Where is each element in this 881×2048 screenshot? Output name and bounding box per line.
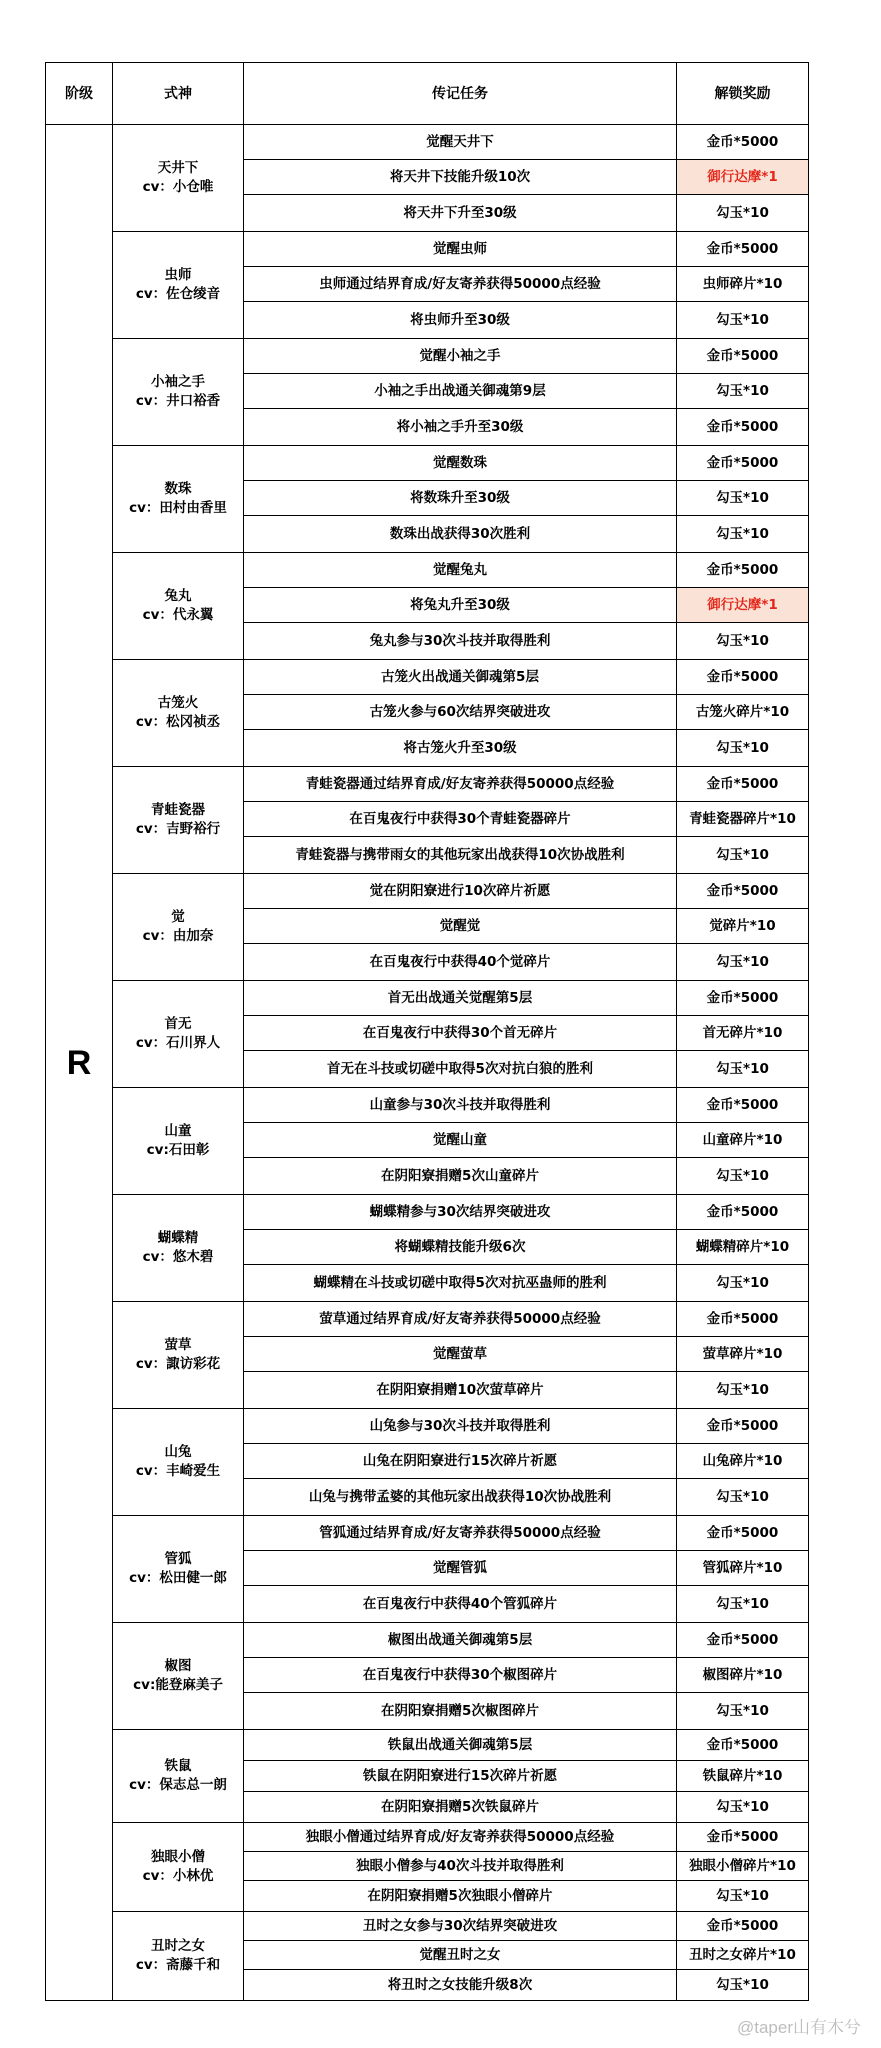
voice-actor: cv：井口裕香 [135,393,221,409]
reward-cell: 觉碎片*10 [677,909,809,944]
shikigami-cell [113,1088,244,1195]
shikigami-name: 管狐 [164,1551,192,1567]
table-row [46,1912,809,1941]
reward-cell: 山童碎片*10 [677,1123,809,1158]
shikigami-name: 古笼火 [157,695,199,711]
reward-cell: 金币*5000 [677,339,809,374]
shikigami-name: 首无 [164,1016,192,1032]
voice-actor: cv：松冈祯丞 [135,714,221,730]
header-shikigami: 式神 [113,63,244,125]
task-cell: 独眼小僧参与40次斗技并取得胜利 [244,1852,677,1881]
reward-cell-highlight: 御行达摩*1 [677,160,809,195]
task-cell: 将兔丸升至30级 [244,588,677,623]
task-cell: 椒图出战通关御魂第5层 [244,1623,677,1658]
reward-cell: 金币*5000 [677,232,809,267]
table-row [46,1823,809,1852]
reward-cell: 勾玉*10 [677,195,809,232]
reward-cell: 古笼火碎片*10 [677,695,809,730]
shikigami-cell [113,1302,244,1409]
table-row [46,339,809,374]
task-cell: 铁鼠在阴阳寮进行15次碎片祈愿 [244,1761,677,1792]
reward-cell: 金币*5000 [677,125,809,160]
shikigami-name: 丑时之女 [151,1938,205,1954]
table-row [46,1195,809,1230]
shikigami-name: 小袖之手 [151,374,205,390]
table-row [46,553,809,588]
task-cell: 在阴阳寮捐赠5次山童碎片 [244,1158,677,1195]
reward-cell: 金币*5000 [677,1409,809,1444]
task-cell: 在阴阳寮捐赠5次铁鼠碎片 [244,1792,677,1823]
reward-cell: 勾玉*10 [677,1881,809,1912]
task-cell: 觉醒虫师 [244,232,677,267]
task-cell: 山兔在阴阳寮进行15次碎片祈愿 [244,1444,677,1479]
reward-cell: 勾玉*10 [677,1158,809,1195]
task-cell: 觉醒数珠 [244,446,677,481]
reward-cell: 勾玉*10 [677,623,809,660]
reward-cell: 勾玉*10 [677,1265,809,1302]
task-cell: 数珠出战获得30次胜利 [244,516,677,553]
reward-cell: 金币*5000 [677,1195,809,1230]
voice-actor: cv：吉野裕行 [135,821,221,837]
reward-cell: 金币*5000 [677,1730,809,1761]
voice-actor: cv：保志总一朗 [129,1777,227,1793]
shikigami-name: 萤草 [164,1337,192,1353]
shikigami-name: 山兔 [164,1444,192,1460]
reward-cell: 勾玉*10 [677,516,809,553]
shikigami-cell [113,1823,244,1912]
voice-actor: cv:能登麻美子 [133,1677,223,1693]
shikigami-cell [113,1730,244,1823]
reward-cell: 金币*5000 [677,1088,809,1123]
voice-actor: cv：丰崎爱生 [135,1463,221,1479]
header-grade: 阶级 [46,63,113,125]
shikigami-cell [113,660,244,767]
table-row [46,1516,809,1551]
shikigami-cell [113,125,244,232]
reward-cell: 蝴蝶精碎片*10 [677,1230,809,1265]
task-cell: 在阴阳寮捐赠5次椒图碎片 [244,1693,677,1730]
reward-cell: 勾玉*10 [677,481,809,516]
table-row [46,767,809,802]
voice-actor: cv：諏访彩花 [135,1356,221,1372]
table-row [46,1623,809,1658]
task-cell: 蝴蝶精参与30次结界突破进攻 [244,1195,677,1230]
shikigami-name: 兔丸 [164,588,192,604]
task-cell: 将丑时之女技能升级8次 [244,1970,677,2001]
reward-cell: 金币*5000 [677,660,809,695]
reward-cell: 丑时之女碎片*10 [677,1941,809,1970]
task-cell: 觉醒兔丸 [244,553,677,588]
table-header [46,63,809,125]
reward-cell: 勾玉*10 [677,730,809,767]
task-cell: 丑时之女参与30次结界突破进攻 [244,1912,677,1941]
shikigami-name: 山童 [164,1123,192,1139]
voice-actor: cv：佐仓绫音 [135,286,221,302]
task-cell: 山兔参与30次斗技并取得胜利 [244,1409,677,1444]
table-row [46,874,809,909]
task-cell: 青蛙瓷器与携带雨女的其他玩家出战获得10次协战胜利 [244,837,677,874]
task-cell: 独眼小僧通过结界育成/好友寄养获得50000点经验 [244,1823,677,1852]
task-cell: 山兔与携带孟婆的其他玩家出战获得10次协战胜利 [244,1479,677,1516]
task-cell: 觉醒小袖之手 [244,339,677,374]
task-cell: 在百鬼夜行中获得40个觉碎片 [244,944,677,981]
voice-actor: cv:石田彰 [146,1142,210,1158]
task-cell: 兔丸参与30次斗技并取得胜利 [244,623,677,660]
reward-cell: 铁鼠碎片*10 [677,1761,809,1792]
voice-actor: cv：田村由香里 [129,500,227,516]
task-cell: 觉醒觉 [244,909,677,944]
reward-cell: 勾玉*10 [677,1693,809,1730]
voice-actor: cv：小林优 [142,1868,214,1884]
reward-cell: 勾玉*10 [677,1372,809,1409]
task-cell: 在阴阳寮捐赠5次独眼小僧碎片 [244,1881,677,1912]
task-cell: 首无在斗技或切磋中取得5次对抗白狼的胜利 [244,1051,677,1088]
voice-actor: cv：松田健一郎 [129,1570,227,1586]
voice-actor: cv：悠木碧 [142,1249,214,1265]
shikigami-name: 觉 [171,909,185,925]
table-row [46,1302,809,1337]
shikigami-name: 蝴蝶精 [157,1230,199,1246]
task-cell: 将蝴蝶精技能升级6次 [244,1230,677,1265]
reward-cell: 金币*5000 [677,874,809,909]
biography-task-table [45,62,809,2001]
task-cell: 小袖之手出战通关御魂第9层 [244,374,677,409]
reward-cell: 勾玉*10 [677,837,809,874]
reward-cell: 金币*5000 [677,553,809,588]
task-cell: 觉醒丑时之女 [244,1941,677,1970]
reward-cell: 萤草碎片*10 [677,1337,809,1372]
table-row [46,1730,809,1761]
header-reward: 解锁奖励 [677,63,809,125]
shikigami-name: 独眼小僧 [151,1849,205,1865]
task-cell: 觉在阴阳寮进行10次碎片祈愿 [244,874,677,909]
task-cell: 将古笼火升至30级 [244,730,677,767]
reward-cell: 山兔碎片*10 [677,1444,809,1479]
shikigami-cell [113,1195,244,1302]
task-cell: 古笼火参与60次结界突破进攻 [244,695,677,730]
shikigami-cell [113,1623,244,1730]
table-row [46,1088,809,1123]
task-cell: 萤草通过结界育成/好友寄养获得50000点经验 [244,1302,677,1337]
reward-cell: 金币*5000 [677,409,809,446]
voice-actor: cv：代永翼 [142,607,214,623]
task-cell: 将天井下升至30级 [244,195,677,232]
task-cell: 管狐通过结界育成/好友寄养获得50000点经验 [244,1516,677,1551]
shikigami-name: 椒图 [164,1658,192,1674]
reward-cell: 金币*5000 [677,1912,809,1941]
task-cell: 将数珠升至30级 [244,481,677,516]
reward-cell: 虫师碎片*10 [677,267,809,302]
task-cell: 首无出战通关觉醒第5层 [244,981,677,1016]
shikigami-cell [113,874,244,981]
shikigami-cell [113,339,244,446]
task-cell: 铁鼠出战通关御魂第5层 [244,1730,677,1761]
shikigami-cell [113,1409,244,1516]
reward-cell: 勾玉*10 [677,1051,809,1088]
reward-cell: 管狐碎片*10 [677,1551,809,1586]
table-row [46,981,809,1016]
watermark: @taper山有木兮 [736,2018,861,2037]
reward-cell-highlight: 御行达摩*1 [677,588,809,623]
voice-actor: cv：石川界人 [135,1035,221,1051]
task-cell: 将虫师升至30级 [244,302,677,339]
task-cell: 在阴阳寮捐赠10次萤草碎片 [244,1372,677,1409]
task-cell: 山童参与30次斗技并取得胜利 [244,1088,677,1123]
task-cell: 在百鬼夜行中获得30个首无碎片 [244,1016,677,1051]
task-cell: 在百鬼夜行中获得30个椒图碎片 [244,1658,677,1693]
table-row [46,125,809,160]
task-cell: 觉醒管狐 [244,1551,677,1586]
table-row [46,1409,809,1444]
voice-actor: cv：小仓唯 [142,179,214,195]
shikigami-name: 虫师 [164,267,192,283]
table-row [46,446,809,481]
reward-cell: 金币*5000 [677,767,809,802]
reward-cell: 金币*5000 [677,446,809,481]
task-cell: 将天井下技能升级10次 [244,160,677,195]
reward-cell: 勾玉*10 [677,1479,809,1516]
voice-actor: cv：由加奈 [142,928,214,944]
task-cell: 蝴蝶精在斗技或切磋中取得5次对抗巫蛊师的胜利 [244,1265,677,1302]
task-cell: 将小袖之手升至30级 [244,409,677,446]
reward-cell: 椒图碎片*10 [677,1658,809,1693]
table-row [46,660,809,695]
grade-cell: R [46,125,113,2001]
shikigami-cell [113,446,244,553]
task-cell: 古笼火出战通关御魂第5层 [244,660,677,695]
table-body [46,125,809,2001]
shikigami-name: 数珠 [164,481,192,497]
shikigami-cell [113,767,244,874]
task-cell: 觉醒萤草 [244,1337,677,1372]
task-cell: 青蛙瓷器通过结界育成/好友寄养获得50000点经验 [244,767,677,802]
reward-cell: 勾玉*10 [677,1792,809,1823]
shikigami-name: 天井下 [157,160,199,176]
shikigami-cell [113,553,244,660]
shikigami-name: 铁鼠 [164,1758,192,1774]
reward-cell: 金币*5000 [677,1623,809,1658]
task-cell: 在百鬼夜行中获得30个青蛙瓷器碎片 [244,802,677,837]
header-task: 传记任务 [244,63,677,125]
shikigami-cell [113,1912,244,2001]
task-cell: 在百鬼夜行中获得40个管狐碎片 [244,1586,677,1623]
reward-cell: 勾玉*10 [677,1970,809,2001]
reward-cell: 首无碎片*10 [677,1016,809,1051]
reward-cell: 勾玉*10 [677,302,809,339]
reward-cell: 金币*5000 [677,1823,809,1852]
task-cell: 觉醒山童 [244,1123,677,1158]
shikigami-cell [113,981,244,1088]
reward-cell: 勾玉*10 [677,1586,809,1623]
reward-cell: 金币*5000 [677,1516,809,1551]
reward-cell: 独眼小僧碎片*10 [677,1852,809,1881]
shikigami-cell [113,232,244,339]
reward-cell: 勾玉*10 [677,944,809,981]
reward-cell: 勾玉*10 [677,374,809,409]
voice-actor: cv：斋藤千和 [135,1957,221,1973]
reward-cell: 金币*5000 [677,1302,809,1337]
table-row [46,232,809,267]
shikigami-cell [113,1516,244,1623]
reward-cell: 金币*5000 [677,981,809,1016]
shikigami-name: 青蛙瓷器 [151,802,205,818]
task-cell: 虫师通过结界育成/好友寄养获得50000点经验 [244,267,677,302]
reward-cell: 青蛙瓷器碎片*10 [677,802,809,837]
task-cell: 觉醒天井下 [244,125,677,160]
